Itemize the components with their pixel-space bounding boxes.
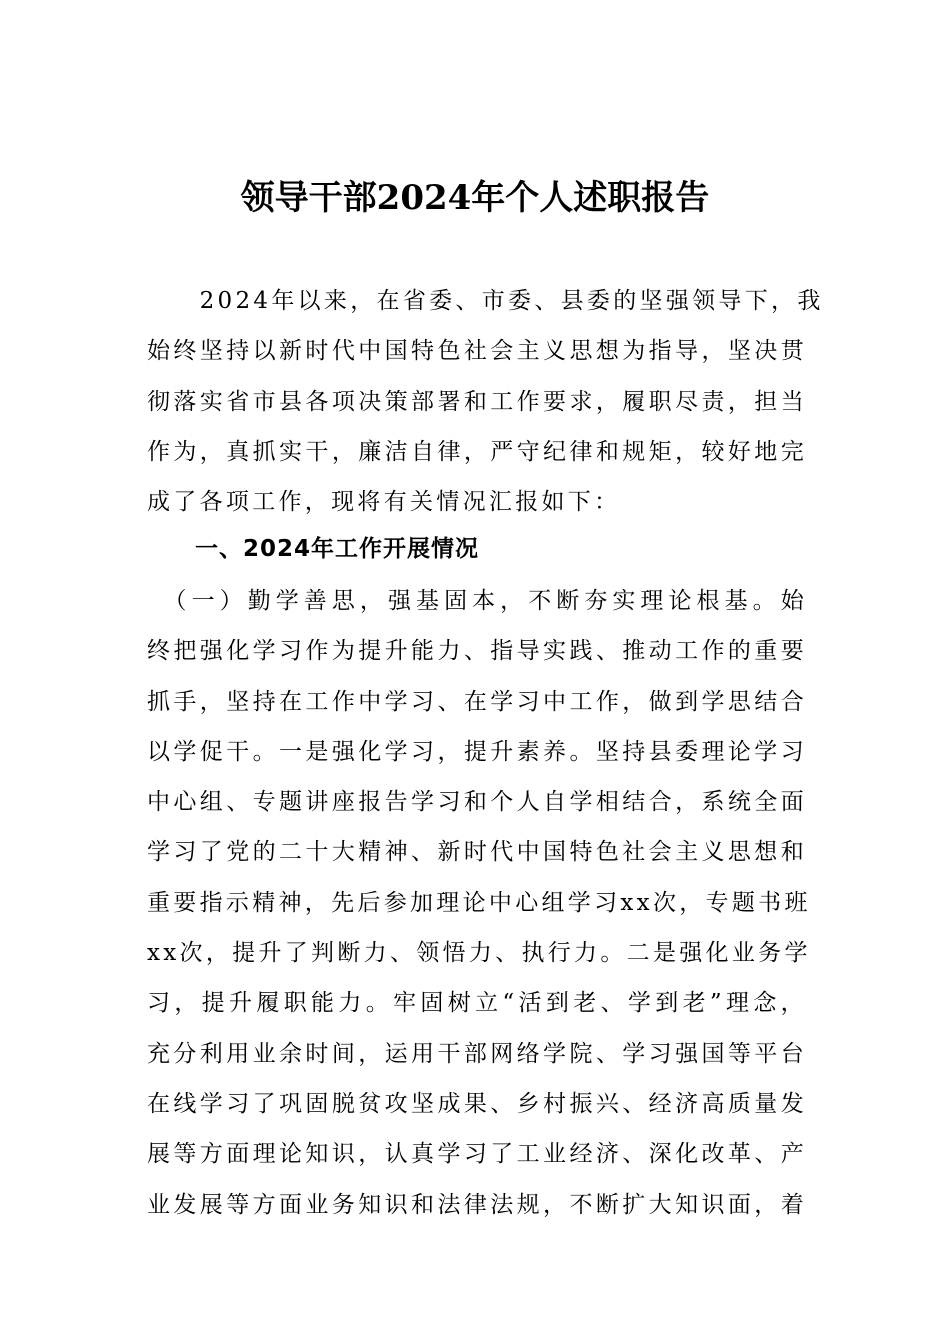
paragraph-line: 在线学习了巩固脱贫攻坚成果、乡村振兴、经济高质量发 [147, 1090, 807, 1117]
paragraph-line: 2024年以来，在省委、市委、县委的坚强领导下，我 [147, 288, 824, 314]
paragraph-line: 学习了党的二十大精神、新时代中国特色社会主义思想和 [147, 839, 807, 866]
paragraph-line: 抓手，坚持在工作中学习、在学习中工作，做到学思结合 [147, 688, 807, 715]
paragraph-line: 展等方面理论知识，认真学习了工业经济、深化改革、产 [147, 1141, 807, 1168]
intro-paragraph [147, 276, 824, 527]
paragraph-line: 中心组、专题讲座报告学习和个人自学相结合，系统全面 [147, 789, 807, 816]
section-heading: 一、2024年工作开展情况 [195, 536, 480, 562]
paragraph-line: 习，提升履职能力。牢固树立“活到老、学到老”理念， [147, 990, 807, 1017]
paragraph-line: 作为，真抓实干，廉洁自律，严守纪律和规矩，较好地完 [147, 438, 807, 465]
paragraph-line: 重要指示精神，先后参加理论中心组学习xx次，专题书班 [147, 889, 811, 916]
document-title: 领导干部2024年个人述职报告 [240, 178, 710, 218]
paragraph-line: 以学促干。一是强化学习，提升素养。坚持县委理论学习 [147, 738, 807, 765]
paragraph-line: 终把强化学习作为提升能力、指导实践、推动工作的重要 [147, 638, 807, 665]
paragraph-line: 彻落实省市县各项决策部署和工作要求，履职尽责，担当 [147, 388, 807, 415]
section-1-paragraph [147, 576, 811, 1230]
paragraph-line: 成了各项工作，现将有关情况汇报如下： [147, 489, 621, 516]
paragraph-line: 始终坚持以新时代中国特色社会主义思想为指导，坚决贯 [147, 338, 807, 365]
paragraph-line: （一）勤学善思，强基固本，不断夯实理论根基。始 [147, 588, 807, 614]
paragraph-line: 业发展等方面业务知识和法律法规，不断扩大知识面，着 [147, 1191, 807, 1218]
paragraph-line: 充分利用业余时间，运用干部网络学院、学习强国等平台 [147, 1040, 807, 1067]
paragraph-line: xx次，提升了判断力、领悟力、执行力。二是强化业务学 [147, 940, 811, 967]
